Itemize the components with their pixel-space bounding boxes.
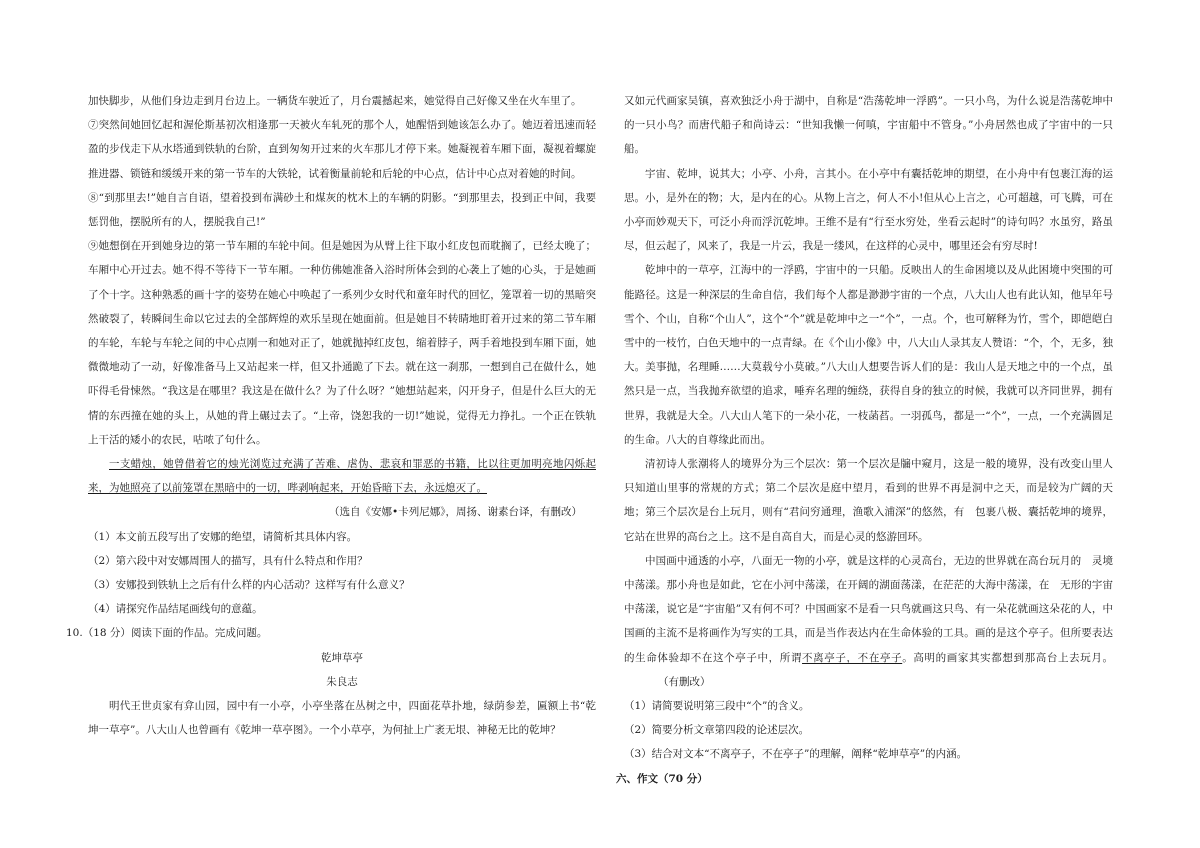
passage-paragraph-8: ⑧“到那里去!”她自言自语，望着投到布满砂土和煤灰的枕木上的车辆的阴影。“到那里去，投到正中间，我要惩罚他，摆脱所有的人，摆脱我自己!”: [88, 191, 596, 229]
question-9-4: （4）请探究作品结尾画线句的意蕴。: [88, 603, 263, 616]
passage-paragraph-9: ⑨她想倒在开到她身边的第一节车厢的车轮中间。但是她因为从臂上往下取小红皮包而耽搁了，已经太晚了；车厢中心开过去。她不得不等待下一节车厢。一种仿佛她准备入浴时所体会到的心袭上了她的心头，于是她画了个十字。这种熟悉的画十字的姿势在她心中唤起了一系列少女时代和童年时代的回忆，笼罩着一切的黑暗突然破裂了，转瞬间生命以它过去的全部辉煌的欢乐呈现在她面前。但是她目不转睛地盯着开过来的第二节车厢的车轮，车轮与车轮之间的中心点刚一和她对正了，她就抛掉红皮包，缩着脖子，两手着地投到车厢下面，她微微地动了一动，好像准备马上又站起来一样，但又扑通跪了下去。就在这一刹那，一想到自己在做什么，她吓得毛骨悚然。“我这是在哪里？我这是在做什么？为了什么呀？”她想站起来，闪开身子，但是什么巨大的无情的东西撞在她的头上，从她的背上碾过去了。“上帝，饶恕我的一切!”她说，觉得无力挣扎。一个正在铁轨上干活的矮小的农民，咕哝了句什么。: [88, 240, 596, 446]
left-column: [66, 89, 596, 742]
essay-title: 乾坤草亭: [321, 651, 363, 664]
essay-paragraph-1: 明代王世贞家有弇山园，园中有一小亭，小亭坐落在丛树之中，四面花草扑地，绿荫参差，匾额上书“乾坤一草亭”。八大山人也曾画有《乾坤一草亭图》。一个小草亭，为何扯上广袤无垠、神秘无比的乾坤？: [88, 700, 596, 737]
source-citation: （选自《安娜•卡列尼娜》，周扬、谢素台译，有删改）: [329, 506, 582, 519]
section-6-heading: 六、作文（70 分）: [616, 772, 708, 785]
essay-paragraph-1-tail: 又如元代画家吴镇，喜欢独泛小舟于湖中，自称是“浩荡乾坤一浮鸥”。一只小鸟，为什么说是浩荡乾坤中的一只小鸟？而唐代船子和尚诗云：“世知我懒一何嗔，宇宙船中不管身。”小舟居然也成了宇宙中的一只船。: [624, 95, 1113, 156]
question-9-3: （3）安娜投到铁轨上之后有什么样的内心活动？这样写有什么意义？: [88, 579, 410, 592]
question-9-2: （2）第六段中对安娜周围人的描写，具有什么特点和作用？: [88, 554, 368, 567]
question-10-2: （2）简要分析文章第四段的论述层次。: [624, 724, 810, 737]
underlined-phrase: 不离亭子，不在亭子: [802, 651, 903, 664]
passage-paragraph-7: ⑦突然间她回忆起和渥伦斯基初次相逢那一天被火车轧死的那个人，她醒悟到她该怎么办了。她迈着迅速而轻盈的步伐走下从水塔通到铁轨的台阶，直到匆匆开过来的火车那儿才停下来。她凝视着车厢下面，凝视着螺旋推进器、锁链和缓缓开来的第一节车的大铁轮，试着衡量前轮和后轮的中心点，估计中心点对着她的时间。: [88, 119, 596, 180]
passage-paragraph-6-tail: 加快脚步，从他们身边走到月台边上。一辆货车驶近了，月台震撼起来，她觉得自己好像又坐在火车里了。: [88, 95, 582, 107]
question-9-1: （1）本文前五段写出了安娜的绝望，请简析其具体内容。: [88, 530, 358, 543]
underlined-ending-paragraph: 一支蜡烛，她曾借着它的烛光浏览过充满了苦难、虐伪、悲哀和罪恶的书籍，比以往更加明亮地闪烁起来，为她照亮了以前笼罩在黑暗中的一切，哔剥响起来，开始昏暗下去，永远熄灭了。: [88, 458, 596, 495]
essay-paragraph-2: 宇宙、乾坤，说其大；小亭、小舟，言其小。在小亭中有囊括乾坤的期望，在小舟中有包裹江海的运思。小，是外在的物；大，是内在的心。从物上言之，何人不小!但从心上言之，心可超越，可飞腾，可在小亭而妙观天下，可泛小舟而浮沉乾坤。王维不是有“行至水穷处，坐看云起时”的诗句吗？水虽穷，路虽尽，但云起了，风来了，我是一片云，我是一缕风，在这样的心灵中，哪里还会有穷尽时!: [624, 167, 1113, 253]
essay-paragraph-3: 乾坤中的一草亭，江海中的一浮鸥，宇宙中的一只船。反映出人的生命困境以及从此困境中突围的可能路径。这是一种深层的生命自信，我们每个人都是渺渺宇宙的一个点，八大山人也有此认知，他早年号雪个、个山，自称“个山人”，这个“个”就是乾坤中之一“个”，一点。个，也可解释为竹，雪个，即皑皑白雪中的一枝竹，白色天地中的一点青绿。在《个山小像》中，八大山人录其友人赞语：“个，个，无多，独大。美事抛，名理睡……大莫载兮小莫破。”八大山人想要告诉人们的是：我山人是天地之中的一个点，虽然只是一点，当我抛弃欲望的追求，唾弃名理的缠绕，获得自身的独立的时候，我就可以齐同世界，拥有世界，我就是大全。八大山人笔下的一朵小花，一枝菡萏。一羽孤鸟，都是一“个”，一点，一个充满圆足的生命。八大的自尊缘此而出。: [624, 264, 1113, 446]
essay-paragraph-5-end: 。高明的画家其实都想到那高台上去玩月。: [902, 651, 1114, 664]
edit-note: （有删改）: [658, 675, 711, 688]
essay-paragraph-5: [624, 549, 1113, 694]
question-10-heading: 10.（18 分）阅读下面的作品。完成问题。: [66, 627, 268, 640]
question-10-3: （3）结合对文本“不离亭子，不在亭子”的理解，阐释“乾坤草亭”的内涵。: [624, 748, 968, 761]
essay-paragraph-5-text: 中国画中通透的小亭，八面无一物的小亭，就是这样的心灵高台，无边的世界就在高台玩月的 灵境中荡漾。那小舟也是如此，它在小河中荡漾，在开阔的湖面荡漾，在茫茫的大海中荡漾，在 无形的宇宙中荡漾，说它是“宇宙船”又有何不可？中国画家不是看一只鸟就画这只鸟、有一朵花就画这朵花的人，中国画的主流不是将画作为写实的工具，而是当作表达内在生命体验的工具。画的是这个亭子。但所要表达的生命体验却不在这个亭子中，所谓: [624, 554, 1113, 664]
question-10-1: （1）请简要说明第三段中“个”的含义。: [624, 700, 810, 713]
essay-paragraph-4: 清初诗人张潮将人的境界分为三个层次：第一个层次是牖中窥月，这是一般的境界，没有改变山里人只知道山里事的常规的方式；第二个层次是庭中望月，看到的世界不再是洞中之天，而是较为广阔的天地；第三个层次是台上玩月，则有“君问穷通理，渔歌入浦深”的悠然，有 包裹八极、囊括乾坤的境界，它站在世界的高台之上。这不是自高自大，而是心灵的悠游回环。: [624, 458, 1113, 543]
essay-author: 朱良志: [326, 675, 358, 688]
right-column: [616, 89, 1114, 791]
